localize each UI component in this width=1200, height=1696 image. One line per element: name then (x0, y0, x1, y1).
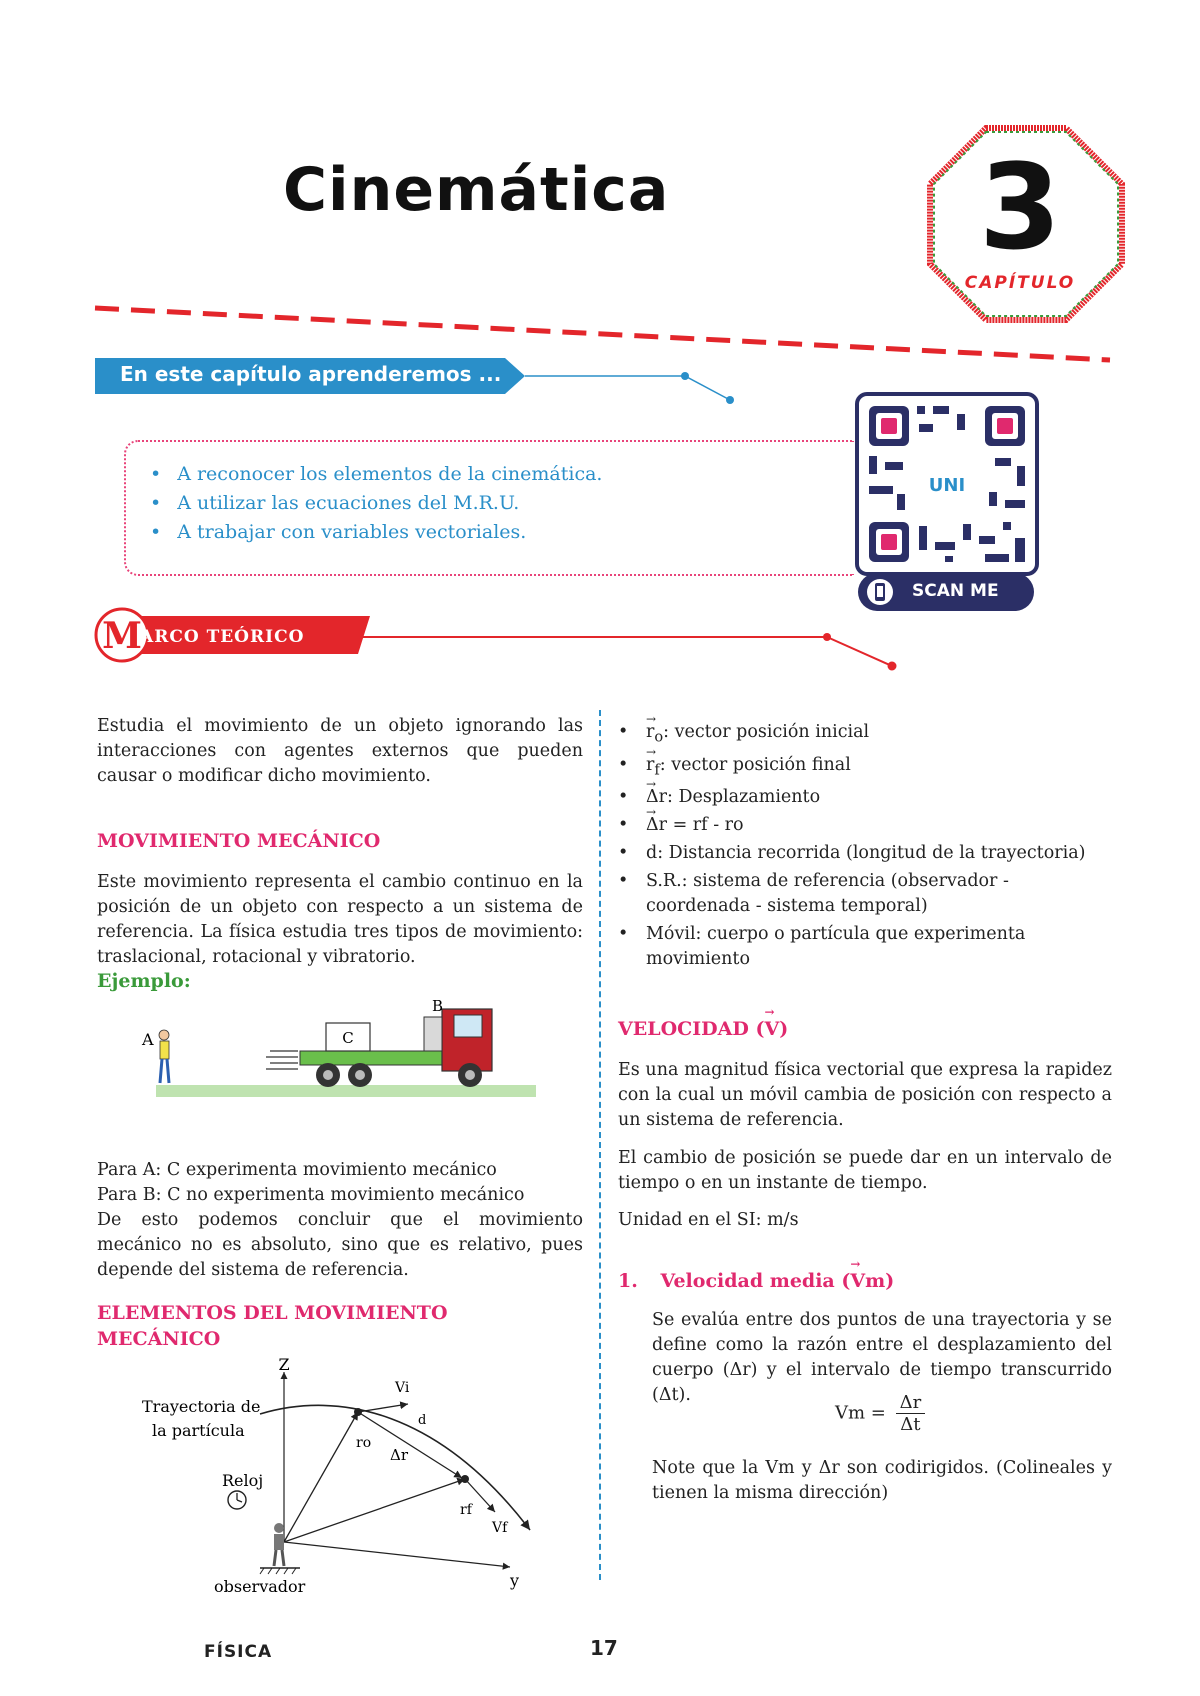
label-trayectoria-1: Trayectoria de (142, 1397, 261, 1416)
goal-item: • A reconocer los elementos de la cinemática. (150, 460, 602, 489)
mov-heading: MOVIMIENTO MECÁNICO (97, 830, 381, 852)
item-sub: f (654, 761, 660, 778)
element-item (618, 813, 1108, 838)
learn-banner-text: En este capítulo aprenderemos ... (120, 362, 502, 386)
item-text: : Desplazamiento (667, 787, 821, 807)
elements-list (618, 720, 1108, 975)
item-symbol: → Δr (646, 813, 667, 838)
item-symbol: → r (646, 753, 654, 778)
item-text: = rf - ro (667, 815, 744, 835)
vm-definition: Se evalúa entre dos puntos de una trayectoria y se define como la razón entre el desplazamiento del cuerpo (Δr) y el intervalo de tiempo transcurrido (Δt). (652, 1310, 1112, 1405)
label-trayectoria-2: la partícula (152, 1421, 245, 1440)
page-number: 17 (590, 1636, 618, 1660)
element-item: • S.R.: sistema de referencia (observador - coordenada - sistema temporal) (618, 869, 1108, 919)
fig1-label-b: B (432, 997, 444, 1015)
mov-paragraph: Este movimiento representa el cambio continuo en la posición de un objeto con respecto a un sistema de referencia. La física estudia tres tipos de movimiento: traslacional, rotacional y vibratorio. (97, 872, 583, 967)
vm-symbol: → Vm (850, 1270, 885, 1292)
qr-code[interactable] (855, 392, 1039, 576)
item-text: : vector posición final (659, 754, 851, 775)
element-item: • d: Distancia recorrida (longitud de la trayectoria) (618, 841, 1108, 866)
velocidad-heading-text: VELOCIDAD (618, 1018, 749, 1040)
item-symbol: → r (646, 720, 654, 745)
qr-pattern (859, 396, 1035, 572)
ejemplo-heading: Ejemplo: (97, 970, 191, 992)
page-title: Cinemática (283, 155, 670, 225)
axis-y: y (510, 1571, 520, 1590)
element-item: • Móvil: cuerpo o partícula que experimenta movimiento (618, 922, 1108, 972)
elementos-heading-1: ELEMENTOS DEL MOVIMIENTO (97, 1302, 448, 1324)
goal-item: • A utilizar las ecuaciones del M.R.U. (150, 489, 602, 518)
label-vi: Vi (395, 1380, 410, 1396)
label-ro: ro (356, 1435, 372, 1451)
item-text: : vector posición inicial (663, 722, 870, 742)
label-observador: observador (214, 1577, 306, 1596)
vm-heading: 1. Velocidad media (→ Vm) (618, 1270, 894, 1292)
formula-fraction (896, 1392, 926, 1435)
vm-note: Note que la Vm y Δr son codirigidos. (Colineales y tienen la misma dirección) (652, 1458, 1112, 1503)
column-separator (599, 710, 601, 1580)
label-delta-r: Δr (390, 1446, 409, 1464)
velocidad-heading: VELOCIDAD (→ V) (618, 1018, 788, 1040)
formula-denominator: Δt (900, 1414, 921, 1435)
para-b: Para B: C no experimenta movimiento mecánico (97, 1185, 525, 1205)
fig1-label-c: C (342, 1029, 354, 1047)
item-sub: o (654, 728, 664, 746)
fig1-label-a: A (142, 1030, 154, 1049)
trajectory-figure (140, 1352, 560, 1652)
label-d: d (418, 1413, 427, 1428)
vm-number: 1. (618, 1270, 638, 1292)
formula-lhs: Vm = (835, 1402, 886, 1424)
velocidad-definition: Es una magnitud física vectorial que expresa la rapidez con la cual un móvil cambia de posición con respecto a un sistema de referencia. (618, 1060, 1112, 1130)
element-item (618, 785, 1108, 810)
velocidad-unit: Unidad en el SI: m/s (618, 1210, 799, 1230)
velocidad-symbol: → V (764, 1018, 779, 1040)
scan-me-label: SCAN ME (912, 581, 999, 601)
conclusion: De esto podemos concluir que el movimiento mecánico no es absoluto, sino que es relativo, pues depende del sistema de referencia. (97, 1210, 583, 1280)
label-rf: rf (460, 1502, 472, 1518)
velocidad-change: El cambio de posición se puede dar en un intervalo de tiempo o en un instante de tiempo. (618, 1148, 1112, 1193)
phone-icon (866, 578, 894, 606)
intro-paragraph: Estudia el movimiento de un objeto ignorando las interacciones con agentes externos que pueden causar o modificar dicho movimiento. (97, 716, 583, 786)
vm-formula (835, 1392, 925, 1435)
chapter-number: 3 (978, 138, 1062, 276)
element-item (618, 753, 1108, 783)
footer-subject: FÍSICA (204, 1642, 273, 1662)
axis-z: Z (278, 1355, 290, 1374)
goals-list (150, 460, 602, 547)
vm-heading-text: Velocidad media (660, 1270, 835, 1292)
label-vf: Vf (492, 1520, 508, 1536)
qr-logo: UNI (928, 475, 966, 496)
item-symbol: → Δr (646, 785, 667, 810)
goal-item: • A trabajar con variables vectoriales. (150, 518, 602, 547)
label-reloj: Reloj (222, 1471, 264, 1490)
marco-initial: M (102, 615, 142, 657)
truck-figure (140, 995, 550, 1105)
marco-label: ARCO TEÓRICO (140, 627, 305, 647)
para-a: Para A: C experimenta movimiento mecánico (97, 1160, 497, 1180)
element-item (618, 720, 1108, 750)
example-conclusions (97, 1158, 583, 1283)
formula-numerator: Δr (896, 1392, 926, 1414)
elementos-heading-2: MECÁNICO (97, 1328, 221, 1350)
chapter-label: CAPÍTULO (964, 273, 1076, 293)
